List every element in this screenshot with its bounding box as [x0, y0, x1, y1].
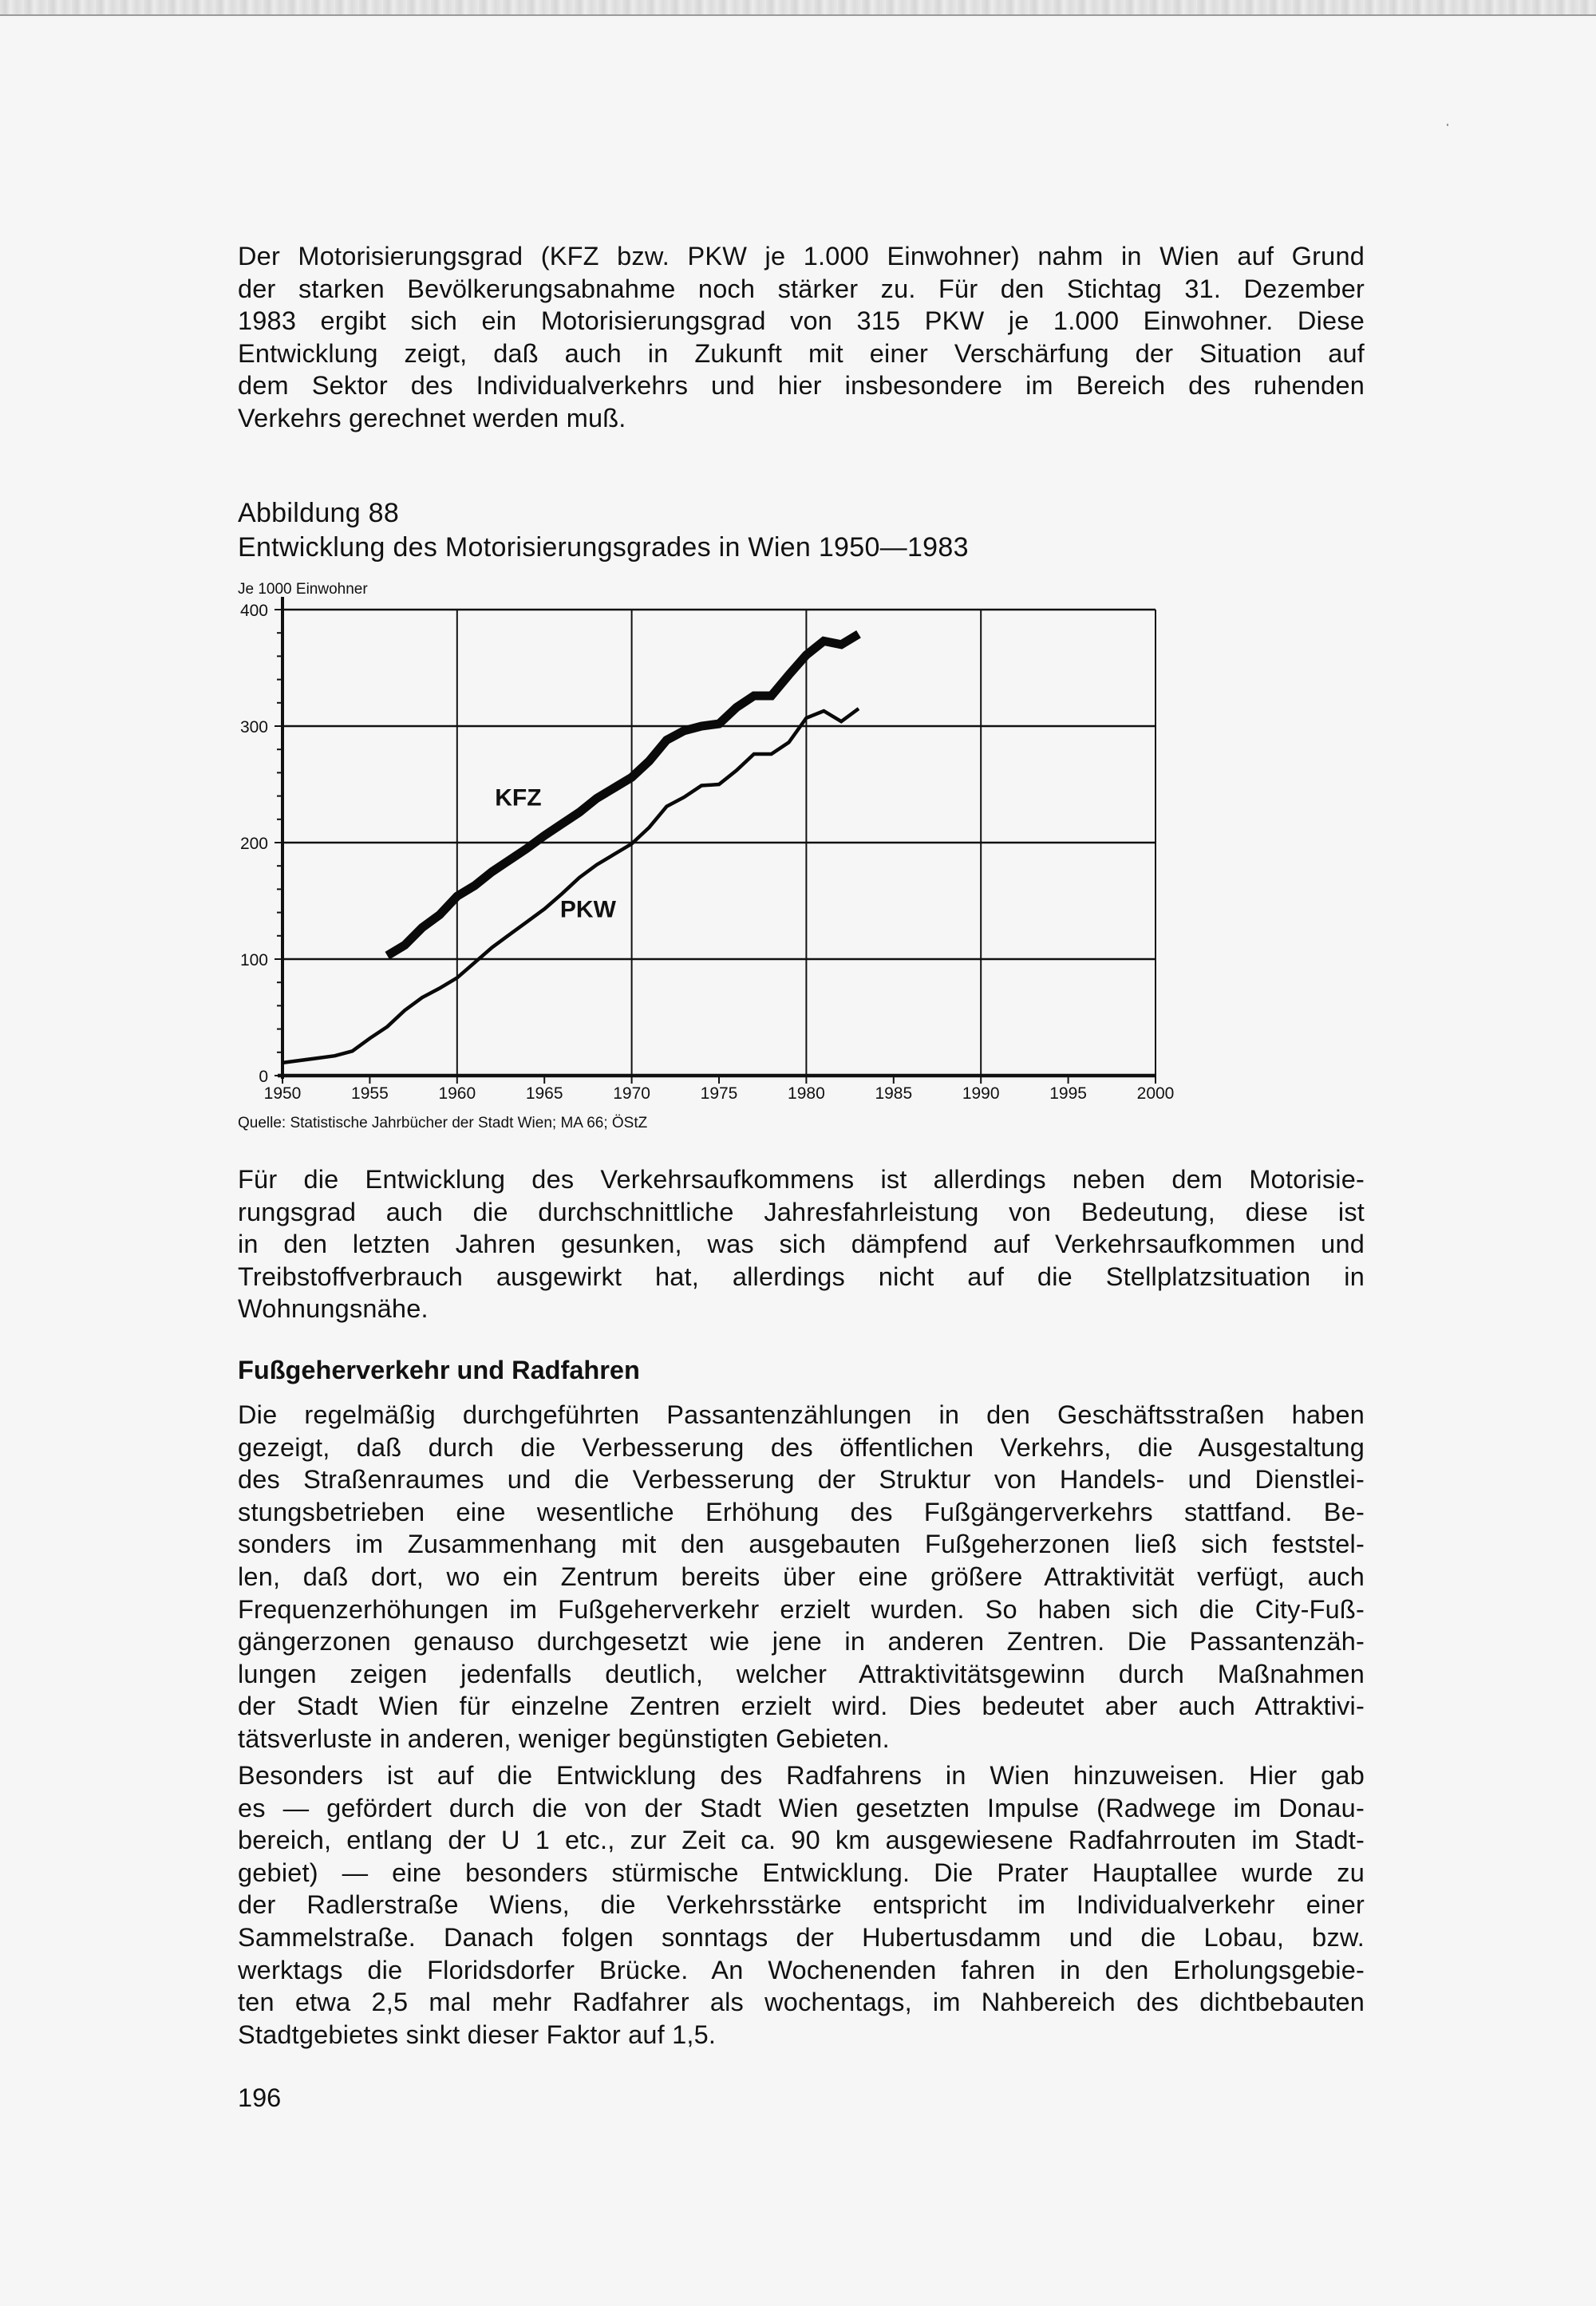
text-line: Verkehrs gerechnet werden muß. [238, 403, 626, 432]
page-number: 196 [238, 2083, 282, 2112]
text-line: stungsbetrieben eine wesentliche Erhöhung des Fußgängerverkehrs stattfand. Be- [238, 1497, 1365, 1526]
text-line: werktags die Floridsdorfer Brücke. An Wochenenden fahren in den Erholungsgebie- [238, 1955, 1365, 1984]
x-tick-label: 1985 [875, 1084, 913, 1103]
text-line: der Radlerstraße Wiens, die Verkehrsstärke entspricht im Individualverkehr einer [238, 1890, 1365, 1920]
text-line: der Stadt Wien für einzelne Zentren erzielt wird. Dies bedeutet aber auch Attraktivi- [238, 1692, 1365, 1721]
figure-number: Abbildung 88 [238, 498, 400, 528]
series-kfz-line [387, 634, 859, 956]
text-line: 1983 ergibt sich ein Motorisierungsgrad von 315 PKW je 1.000 Einwohner. Diese [238, 306, 1365, 336]
text-line: des Straßenraumes und die Verbesserung der Struktur von Handels- und Dienstlei- [238, 1465, 1365, 1495]
x-tick-label: 1960 [438, 1084, 476, 1103]
text-line: gebiet) — eine besonders stürmische Entwicklung. Die Prater Hauptallee wurde zu [238, 1858, 1365, 1887]
text-line: der starken Bevölkerungsabnahme noch stärker zu. Für den Stichtag 31. Dezember [238, 274, 1365, 303]
text-line: gezeigt, daß durch die Verbesserung des öffentlichen Verkehrs, die Ausgestaltung [238, 1432, 1365, 1462]
text-line: lungen zeigen jedenfalls deutlich, welcher Attraktivitätsgewinn durch Maßnahmen [238, 1659, 1365, 1688]
text-line: dem Sektor des Individualverkehrs und hier insbesondere im Bereich des ruhenden [238, 371, 1365, 401]
x-tick-label: 1995 [1049, 1084, 1087, 1103]
y-tick-label: 300 [239, 718, 268, 736]
text-line: Für die Entwicklung des Verkehrsaufkommens ist allerdings neben dem Motorisie- [238, 1165, 1365, 1194]
paragraph-passanten [238, 1399, 1365, 1755]
series-label-pkw: PKW [559, 896, 616, 923]
y-axis-label: Je 1000 Einwohner [238, 581, 368, 598]
text-line: Treibstoffverbrauch ausgewirkt hat, allerdings nicht auf die Stellplatzsituation in [238, 1262, 1365, 1291]
y-tick-label: 0 [259, 1068, 268, 1086]
text-line: es — gefördert durch die von der Stadt Wien gesetzten Impulse (Radwege im Donau- [238, 1793, 1365, 1822]
text-line: Frequenzerhöhungen im Fußgeherverkehr erzielt wurden. So haben sich die City-Fuß- [238, 1594, 1365, 1624]
text-line: Stadtgebietes sinkt dieser Faktor auf 1,5. [238, 2020, 717, 2049]
y-tick-label: 100 [239, 951, 268, 969]
text-line: ten etwa 2,5 mal mehr Radfahrer als wochentags, im Nahbereich des dichtbebauten [238, 1988, 1365, 2017]
motorization-chart [0, 0, 1596, 1149]
x-tick-label: 1970 [613, 1084, 650, 1103]
text-line: gängerzonen genauso durchgesetzt wie jene in anderen Zentren. Die Passantenzäh- [238, 1627, 1365, 1656]
text-line: Besonders ist auf die Entwicklung des Radfahrens in Wien hinzuweisen. Hier gab [238, 1761, 1365, 1790]
figure-source: Quelle: Statistische Jahrbücher der Stadt Wien; MA 66; ÖStZ [238, 1115, 648, 1131]
text-line: in den letzten Jahren gesunken, was sich dämpfend auf Verkehrsaufkommen und [238, 1230, 1365, 1259]
x-tick-label: 2000 [1136, 1084, 1175, 1103]
paragraph-fahrleistung [238, 1163, 1365, 1325]
x-tick-label: 1965 [525, 1084, 563, 1103]
text-line: sonders im Zusammenhang mit den ausgebauten Fußgeherzonen ließ sich feststel- [238, 1530, 1365, 1559]
text-line: Entwicklung zeigt, daß auch in Zukunft mit einer Verschärfung der Situation auf [238, 338, 1365, 368]
y-tick-label: 200 [239, 835, 268, 853]
series-label-kfz: KFZ [495, 784, 542, 811]
text-line: Wohnungsnähe. [238, 1294, 429, 1324]
x-tick-label: 1980 [788, 1084, 825, 1103]
text-line: len, daß dort, wo ein Zentrum bereits über eine größere Attraktivität verfügt, auch [238, 1562, 1365, 1591]
y-tick-label: 400 [239, 602, 268, 620]
figure-title: Entwicklung des Motorisierungsgrades in Wien 1950—1983 [238, 532, 969, 563]
x-tick-label: 1975 [700, 1084, 738, 1103]
text-line: Die regelmäßig durchgeführten Passantenzählungen in den Geschäftsstraßen haben [238, 1400, 1365, 1429]
text-line: tätsverluste in anderen, weniger begünstigten Gebieten. [238, 1724, 890, 1753]
text-line: bereich, entlang der U 1 etc., zur Zeit ca. 90 km ausgewiesene Radfahrrouten im Stadt- [238, 1826, 1365, 1855]
series-pkw-line [282, 709, 859, 1063]
text-line: Der Motorisierungsgrad (KFZ bzw. PKW je 1.000 Einwohner) nahm in Wien auf Grund [238, 242, 1365, 270]
section-heading: Fußgeherverkehr und Radfahren [238, 1356, 640, 1384]
x-tick-label: 1955 [351, 1084, 389, 1103]
text-line: rungsgrad auch die durchschnittliche Jahresfahrleistung von Bedeutung, diese ist [238, 1197, 1365, 1226]
x-tick-label: 1950 [263, 1084, 302, 1103]
text-line: Sammelstraße. Danach folgen sonntags der Hubertusdamm und die Lobau, bzw. [238, 1922, 1365, 1952]
x-tick-label: 1990 [962, 1084, 1000, 1103]
paragraph-radfahren [238, 1759, 1365, 2051]
